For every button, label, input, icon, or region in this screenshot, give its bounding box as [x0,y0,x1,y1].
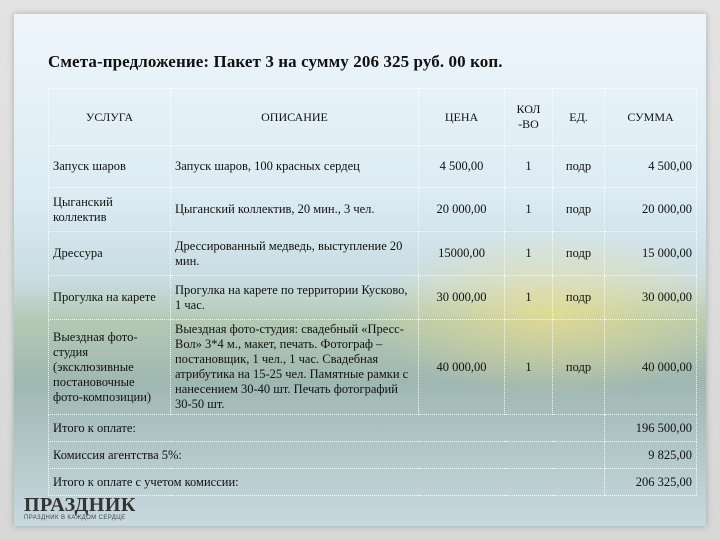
page-title: Смета-предложение: Пакет 3 на сумму 206 325 руб. 00 коп. [48,52,503,71]
cell-unit: подр [553,146,605,188]
cell-service: Прогулка на карете [49,276,171,320]
header-sum: СУММА [605,89,697,146]
cell-qty: 1 [505,146,553,188]
summary-row-total [49,415,697,442]
company-logo [24,494,174,526]
header-description: ОПИСАНИЕ [171,89,419,146]
cell-unit: подр [553,276,605,320]
table-row [49,320,697,415]
table-row [49,146,697,188]
cell-sum: 4 500,00 [605,146,697,188]
cell-sum: 40 000,00 [605,320,697,415]
cell-description: Цыганский коллектив, 20 мин., 3 чел. [171,188,419,232]
cell-price: 4 500,00 [419,146,505,188]
header-unit: ЕД. [553,89,605,146]
cell-qty: 1 [505,276,553,320]
cell-price: 20 000,00 [419,188,505,232]
cell-qty: 1 [505,320,553,415]
logo-name: ПРАЗДНИК [24,494,136,516]
cell-price: 30 000,00 [419,276,505,320]
cell-description: Выездная фото-студия: свадебный «Пресс-Вол» 3*4 м., макет, печать. Фотограф – постановщик, 1 чел., 1 час. Свадебная атрибутика на 15-25 чел. Памятные рамки с нанесением 30-40 шт. Печать фотографий 30-50 шт. [171,320,419,415]
cell-price: 40 000,00 [419,320,505,415]
cell-description: Дрессированный медведь, выступление 20 мин. [171,232,419,276]
cell-unit: подр [553,188,605,232]
summary-row-grand-total [49,469,697,496]
summary-value: 9 825,00 [605,442,697,469]
summary-value: 196 500,00 [605,415,697,442]
table-header-row [49,89,697,146]
cell-price: 15000,00 [419,232,505,276]
cell-description: Запуск шаров, 100 красных сердец [171,146,419,188]
cell-service: Запуск шаров [49,146,171,188]
cell-qty: 1 [505,232,553,276]
table-row [49,276,697,320]
cell-unit: подр [553,320,605,415]
table-row [49,232,697,276]
cell-description: Прогулка на карете по территории Кусково, 1 час. [171,276,419,320]
cell-sum: 20 000,00 [605,188,697,232]
summary-row-commission [49,442,697,469]
cell-service: Дрессура [49,232,171,276]
estimate-table [48,88,697,496]
cell-sum: 30 000,00 [605,276,697,320]
logo-tagline: ПРАЗДНИК В КАЖДОМ СЕРДЦЕ [24,515,126,521]
cell-unit: подр [553,232,605,276]
cell-service: Выездная фото-студия (эксклюзивные постановочные фото-композиции) [49,320,171,415]
header-qty: КОЛ -ВО [505,89,553,146]
summary-label: Итого к оплате: [49,415,605,442]
table-row [49,188,697,232]
header-price: ЦЕНА [419,89,505,146]
header-service: УСЛУГА [49,89,171,146]
slide [14,14,706,526]
summary-label: Комиссия агентства 5%: [49,442,605,469]
cell-service: Цыганский коллектив [49,188,171,232]
cell-sum: 15 000,00 [605,232,697,276]
summary-value: 206 325,00 [605,469,697,496]
summary-label: Итого к оплате с учетом комиссии: [49,469,605,496]
cell-qty: 1 [505,188,553,232]
